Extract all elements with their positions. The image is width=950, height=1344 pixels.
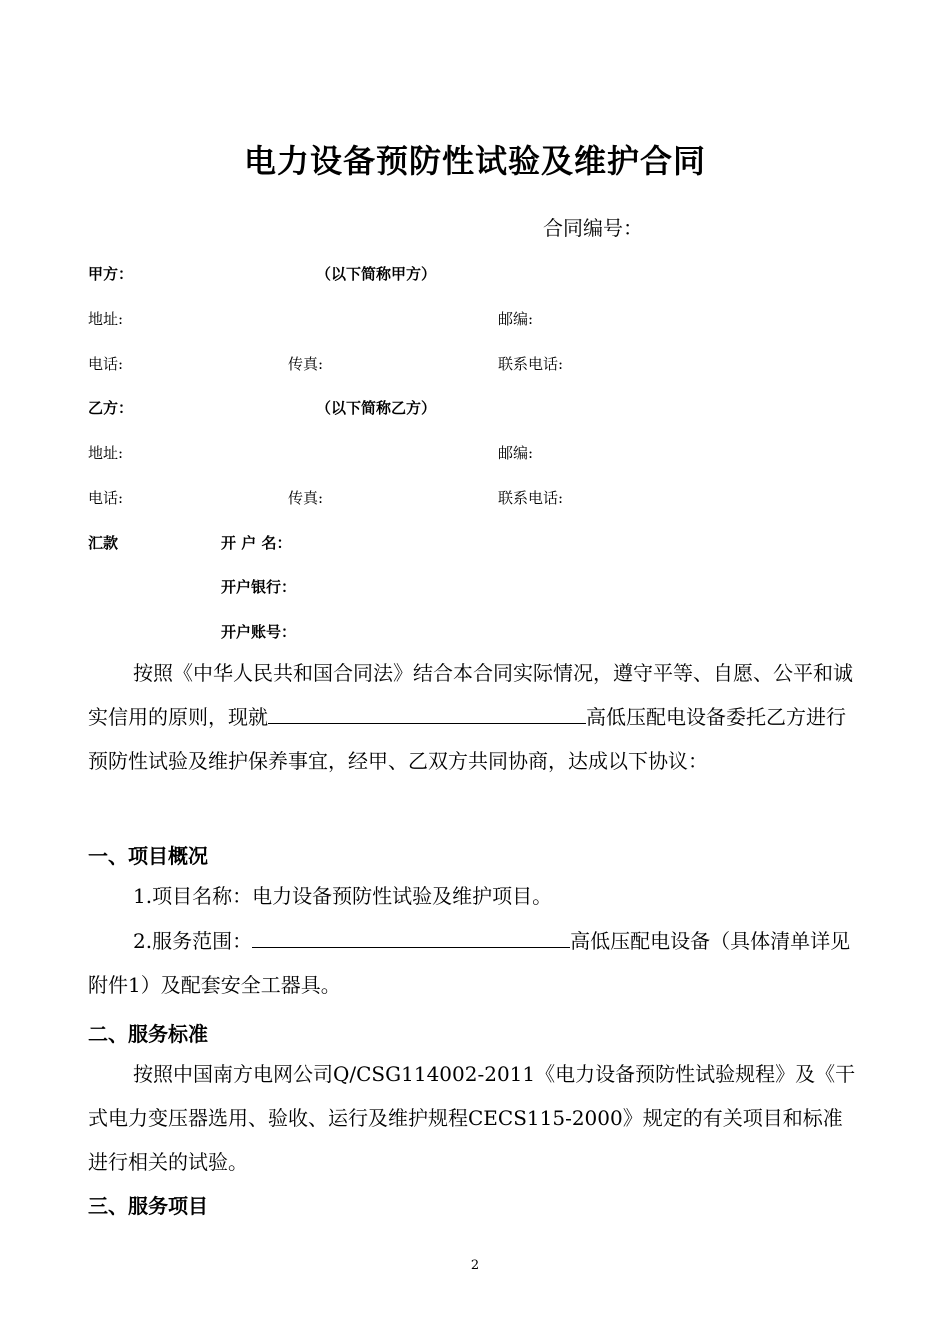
party-b-label: 乙方：	[88, 399, 134, 417]
remittance-label: 汇款	[88, 534, 119, 552]
party-b-alias: （以下简称乙方）	[316, 399, 437, 417]
account-number-label: 开户账号：	[221, 623, 297, 641]
party-a-fax-label: 传真:	[288, 355, 324, 373]
party-b-postcode-label: 邮编:	[498, 444, 534, 462]
intro-paragraph	[88, 651, 860, 783]
party-a-phone-label: 电话:	[88, 355, 124, 373]
intro-text-part2: 高低压配电设备委托乙方进行预防性试验及维护保养事宜，经甲、乙双方共同协商，达成以下协议：	[88, 705, 846, 773]
service-scope-text: 高低压配电设备（具体清单详见附件1）及配套安全工器具。	[88, 929, 851, 997]
intro-text-part1: 按照《中华人民共和国合同法》结合本合同实际情况，遵守平等、自愿、公平和诚实信用的原则，现就	[88, 661, 853, 729]
bank-label: 开户银行：	[221, 578, 297, 596]
party-b-fax-label: 传真:	[288, 489, 324, 507]
section1-item2	[88, 919, 860, 1007]
page-number: 2	[470, 1258, 480, 1273]
section1-heading: 一、项目概况	[88, 844, 208, 868]
party-b-phone-label: 电话:	[88, 489, 124, 507]
party-b-contact-phone-label: 联系电话:	[498, 489, 564, 507]
party-a-postcode-label: 邮编:	[498, 310, 534, 328]
account-name-label: 开 户 名：	[221, 534, 292, 552]
section3-heading: 三、服务项目	[88, 1194, 208, 1218]
party-a-contact-phone-label: 联系电话:	[498, 355, 564, 373]
document-title: 电力设备预防性试验及维护合同	[243, 142, 706, 180]
party-a-label: 甲方：	[88, 265, 134, 283]
party-a-alias: （以下简称甲方）	[316, 265, 437, 283]
party-a-address-label: 地址:	[88, 310, 124, 328]
section2-heading: 二、服务标准	[88, 1022, 208, 1046]
project-name-blank	[268, 701, 586, 724]
section2-paragraph: 按照中国南方电网公司Q/CSG114002-2011《电力设备预防性试验规程》及《干式电力变压器选用、验收、运行及维护规程CECS115-2000》规定的有关项目和标准进行相关的试验。	[88, 1062, 856, 1174]
section1-item1: 1.项目名称：电力设备预防性试验及维护项目。	[133, 884, 553, 908]
party-b-address-label: 地址:	[88, 444, 124, 462]
contract-number-label: 合同编号：	[543, 216, 643, 240]
service-scope-label: 2.服务范围：	[133, 929, 253, 953]
service-scope-blank	[252, 925, 570, 948]
